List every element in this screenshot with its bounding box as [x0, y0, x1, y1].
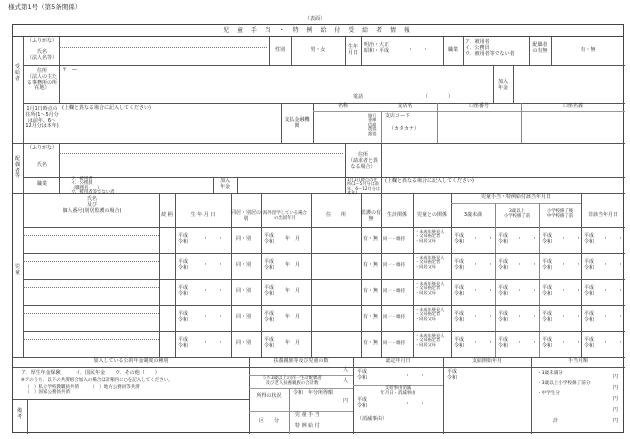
- child-livelihood-option[interactable]: 同一・維持: [383, 263, 405, 268]
- remarks-label: 備考: [17, 408, 23, 420]
- row-name-divider: [23, 313, 159, 314]
- amount-under3-yen: 円: [613, 374, 619, 380]
- form-number-label: 様式第1号（第5条関係）: [8, 3, 82, 11]
- child-abroad-ym[interactable]: 年 月: [285, 340, 301, 346]
- children-section-label: 児童: [15, 264, 21, 276]
- children-col-relation: 続 柄: [161, 212, 173, 218]
- children-col-livelihood: 生計関係: [386, 212, 407, 218]
- recipient-sex-label: 性別: [274, 47, 285, 53]
- child-birth-era[interactable]: 平成 令和: [178, 311, 189, 323]
- front-side-label: （表面）: [304, 16, 325, 22]
- cert-termination-era[interactable]: 平成 令和: [357, 397, 368, 409]
- spouse-address-label: 住所 （請求者と異なる場合）: [347, 152, 378, 170]
- child-pay-under3-date[interactable]: ・ ・: [473, 288, 494, 294]
- child-birth-era[interactable]: 平成 令和: [178, 285, 189, 297]
- recipient-pension-label: 加入 年金: [497, 79, 508, 91]
- child-pay-middle-era[interactable]: 平成 令和: [542, 233, 553, 245]
- payment-start-header: 支給開始年月: [471, 358, 502, 364]
- child-pay-middle-date[interactable]: ・ ・: [561, 236, 582, 242]
- recipient-address-label: 住所 （法人の主たる事務所の所在地）: [26, 68, 57, 92]
- child-custody-option[interactable]: 有・無: [363, 288, 379, 294]
- recipient-phone-field[interactable]: （ ）: [423, 94, 454, 100]
- child-custody-option[interactable]: 有・無: [363, 262, 379, 268]
- income-status-label: 所得の状況: [256, 393, 282, 399]
- child-abroad-ym[interactable]: 年 月: [285, 314, 301, 320]
- row-name-divider: [23, 287, 159, 288]
- child-pay-elementary-date[interactable]: ・ ・: [517, 236, 538, 242]
- child-birth-era[interactable]: 平成 令和: [178, 337, 189, 349]
- recipient-postal-mark[interactable]: 〒 —: [62, 67, 78, 73]
- dependents-persons-unit: 人: [343, 367, 349, 373]
- child-abroad-era[interactable]: 平成 令和: [264, 337, 275, 349]
- pension-type-header: 加入している公的年金制度の種別: [93, 358, 169, 364]
- child-birth-date[interactable]: ・ ・: [203, 314, 224, 320]
- child-pay-middle-date[interactable]: ・ ・: [561, 340, 582, 346]
- bank-kana-label: （カタカナ）: [389, 126, 420, 132]
- children-col-abroad: 海外留学している場合の出国年月: [263, 211, 307, 222]
- child-pay-elementary-era[interactable]: 平成 令和: [498, 259, 509, 271]
- child-birth-date[interactable]: ・ ・: [203, 340, 224, 346]
- child-pay-elementary-era[interactable]: 平成 令和: [498, 337, 509, 349]
- child-custody-option[interactable]: 有・無: [363, 236, 379, 242]
- child-birth-date[interactable]: ・ ・: [203, 236, 224, 242]
- child-loss-date[interactable]: ・ ・: [603, 288, 624, 294]
- children-col-pay-elementary: 3歳以上 小学校修了前: [503, 209, 531, 220]
- child-birth-date[interactable]: ・ ・: [203, 288, 224, 294]
- form-frame: [12, 24, 624, 433]
- recipient-phone-label: 電話: [353, 94, 364, 100]
- child-livelihood-option[interactable]: 同一・維持: [383, 289, 405, 294]
- child-loss-era[interactable]: 平成 令和: [584, 285, 595, 297]
- child-cohab-option[interactable]: 同・別: [236, 236, 252, 242]
- recipient-spouse-label: 配偶者 の有無: [532, 42, 548, 54]
- pension-type-note: ※アのうち、以下の共済組合加入の場合は計額内に○を記入してください。: [21, 378, 173, 383]
- children-col-pay-middle: 小学校修了後 中学校修了前: [546, 209, 574, 220]
- row-name-divider: [23, 261, 159, 262]
- child-pay-middle-era[interactable]: 平成 令和: [542, 285, 553, 297]
- child-pay-under3-era[interactable]: 平成 令和: [454, 311, 465, 323]
- children-col-cohab: 同居・別居の別: [231, 210, 262, 222]
- income-yen-unit: 円: [343, 398, 349, 404]
- spouse-name-label: 氏名: [36, 162, 47, 168]
- child-pay-elementary-era[interactable]: 平成 令和: [498, 285, 509, 297]
- row-bottom-line: [23, 279, 625, 280]
- income-year-label: 令和 年分所得額: [293, 390, 334, 396]
- spouse-pension-label: 加入 年金: [219, 178, 230, 190]
- child-loss-era[interactable]: 平成 令和: [584, 233, 595, 245]
- child-loss-date[interactable]: ・ ・: [603, 340, 624, 346]
- category-label: 区 分: [258, 418, 279, 424]
- child-abroad-ym[interactable]: 年 月: [285, 288, 301, 294]
- child-livelihood-option[interactable]: 同一・維持: [383, 341, 405, 346]
- child-pay-elementary-era[interactable]: 平成 令和: [498, 311, 509, 323]
- row-bottom-line: [23, 305, 625, 306]
- child-pay-under3-date[interactable]: ・ ・: [473, 314, 494, 320]
- cert-era[interactable]: 平成 令和: [357, 369, 368, 381]
- spouse-jan1-note: (上欄と異なる場合に記入してください): [385, 178, 474, 184]
- children-col-loss: 非該当年月日: [587, 212, 618, 218]
- child-cohab-option[interactable]: 同・別: [236, 262, 252, 268]
- cert-termination-reason[interactable]: （消滅事由）: [357, 416, 388, 422]
- bank-type-options[interactable]: 銀行 金庫 信組 農協 漁協: [368, 113, 377, 136]
- child-pay-elementary-date[interactable]: ・ ・: [517, 262, 538, 268]
- child-custody-option[interactable]: 有・無: [363, 340, 379, 346]
- recipient-spouse-options[interactable]: 有・無: [580, 47, 596, 53]
- child-birth-date[interactable]: ・ ・: [203, 262, 224, 268]
- children-col-pay-under3: 3歳未満: [463, 212, 483, 218]
- child-pay-elementary-era[interactable]: 平成 令和: [498, 233, 509, 245]
- child-guardian-type[interactable]: ・未成年後見人 ・父母指定者 ・同居父母: [415, 255, 445, 269]
- children-col-type: 児童との関係: [416, 212, 447, 218]
- row-name-divider: [23, 339, 159, 340]
- child-pay-under3-date[interactable]: ・ ・: [473, 340, 494, 346]
- child-livelihood-option[interactable]: 同一・維持: [383, 237, 405, 242]
- recipient-birth-date[interactable]: ・ ・: [408, 47, 429, 53]
- dependents-count-header: 扶養親族等及び児童の数: [273, 358, 329, 364]
- spouse-occupation-options[interactable]: ア．被用者 イ．公務員 （職務名 ） ウ．被用者等でない者: [71, 177, 115, 196]
- cert-termination-date[interactable]: ・ ・: [405, 401, 426, 407]
- child-abroad-era[interactable]: 平成 令和: [264, 285, 275, 297]
- monthly-amount-header: 手当月額: [567, 358, 588, 364]
- row-name-divider: [23, 235, 159, 236]
- bank-holder-header: 口座名義: [562, 103, 583, 109]
- spouse-furigana-label: （ふりがな）: [27, 145, 58, 151]
- children-col-birth: 生 年 月 日: [190, 212, 216, 218]
- child-pay-middle-date[interactable]: ・ ・: [561, 262, 582, 268]
- recipient-name-label: 氏名 （法人名等）: [26, 49, 57, 61]
- child-abroad-era[interactable]: 平成 令和: [264, 233, 275, 245]
- child-birth-era[interactable]: 平成 令和: [178, 259, 189, 271]
- recipient-jan1-note: (上欄と異なる場合に記入してください): [62, 105, 151, 111]
- recipient-furigana-label: （ふりがな）: [27, 38, 58, 44]
- bank-branch-header: 支店名: [397, 103, 413, 109]
- amount-middle-yen: 円: [613, 396, 619, 402]
- monthly-amount-items: ・3歳未満分 ・3歳以上小学校修了前分 ・中学生分: [537, 371, 591, 397]
- child-pay-under3-era[interactable]: 平成 令和: [454, 233, 465, 245]
- child-guardian-type[interactable]: ・未成年後見人 ・父母指定者 ・同居父母: [415, 307, 445, 321]
- child-loss-date[interactable]: ・ ・: [603, 262, 624, 268]
- pension-type-options[interactable]: ア．厚生年金保険 イ．国民年金 ウ．その他（ ）: [21, 370, 160, 376]
- child-pay-middle-era[interactable]: 平成 令和: [542, 337, 553, 349]
- bank-name-header: 名称: [337, 103, 348, 109]
- dependents-count-sub: うち3歳以上の同一生計配偶者 及び老人扶養親族の合計数: [262, 376, 322, 387]
- category-allowance[interactable]: 児 童 手 当: [295, 412, 320, 418]
- cert-date[interactable]: ・ ・: [405, 373, 426, 379]
- bank-account-header: 口座番号: [468, 103, 489, 109]
- row-bottom-line: [23, 331, 625, 332]
- child-pay-elementary-date[interactable]: ・ ・: [517, 288, 538, 294]
- spouse-occupation-label: 職業: [36, 181, 47, 187]
- child-cohab-option[interactable]: 同・別: [236, 340, 252, 346]
- child-cohab-option[interactable]: 同・別: [236, 314, 252, 320]
- child-abroad-ym[interactable]: 年 月: [285, 236, 301, 242]
- spouse-section-label: 配偶者等: [15, 156, 21, 180]
- child-pay-middle-era[interactable]: 平成 令和: [542, 311, 553, 323]
- category-special[interactable]: 特 例 給 付: [295, 423, 320, 429]
- spouse-jan1-label: 1月1日時点の住所(1～5月分は前年、6～12月分は本年): [347, 177, 381, 195]
- child-birth-era[interactable]: 平成 令和: [178, 233, 189, 245]
- amount-extra-yen: 円: [613, 407, 619, 413]
- child-pay-under3-era[interactable]: 平成 令和: [454, 337, 465, 349]
- child-abroad-era[interactable]: 平成 令和: [264, 311, 275, 323]
- dependents-sub-unit: 人: [343, 378, 349, 384]
- child-loss-date[interactable]: ・ ・: [603, 236, 624, 242]
- child-loss-era[interactable]: 平成 令和: [584, 337, 595, 349]
- pension-mutual-aid-options[interactable]: （ ）私立学校教職員共済 （ ）地方公務員等共済 （ ）国家公務員共済: [25, 385, 140, 396]
- certification-date-header: 認定年月日: [385, 358, 411, 364]
- payment-start-era[interactable]: 平成 令和: [447, 369, 458, 381]
- child-guardian-type[interactable]: ・未成年後見人 ・父母指定者 ・同居父母: [415, 229, 445, 243]
- recipient-era-options[interactable]: 明治・大正 昭和・平成: [364, 42, 390, 54]
- cert-termination-label: 支給事由消滅 年月日・消滅事由: [380, 386, 416, 397]
- child-pay-under3-date[interactable]: ・ ・: [473, 262, 494, 268]
- recipient-occupation-options[interactable]: ア．被用者 イ．公務員 ウ．被用者等でない者: [465, 39, 515, 57]
- row-bottom-line: [23, 253, 625, 254]
- child-pay-elementary-date[interactable]: ・ ・: [517, 314, 538, 320]
- child-guardian-type[interactable]: ・未成年後見人 ・父母指定者 ・同居父母: [415, 333, 445, 347]
- child-pay-under3-date[interactable]: ・ ・: [473, 236, 494, 242]
- child-pay-middle-era[interactable]: 平成 令和: [542, 259, 553, 271]
- recipient-birth-label: 生年 月日: [347, 44, 358, 56]
- amount-elementary-yen: 円: [613, 385, 619, 391]
- recipient-sex-options[interactable]: 男・女: [310, 47, 326, 53]
- child-abroad-era[interactable]: 平成 令和: [264, 259, 275, 271]
- child-pay-under3-era[interactable]: 平成 令和: [454, 259, 465, 271]
- child-pay-middle-date[interactable]: ・ ・: [561, 314, 582, 320]
- children-col-custody: 監護の有無: [361, 210, 382, 222]
- bank-branch-code: 支店コード: [385, 113, 411, 119]
- child-pay-middle-date[interactable]: ・ ・: [561, 288, 582, 294]
- child-loss-date[interactable]: ・ ・: [603, 314, 624, 320]
- children-col-name: 氏名 及び 個人番号(別居監護の場合): [62, 196, 122, 214]
- child-custody-option[interactable]: 有・無: [363, 314, 379, 320]
- child-livelihood-option[interactable]: 同一・維持: [383, 315, 405, 320]
- child-loss-era[interactable]: 平成 令和: [584, 259, 595, 271]
- amount-total-yen: 円: [613, 418, 619, 424]
- child-guardian-type[interactable]: ・未成年後見人 ・父母指定者 ・同居父母: [415, 281, 445, 295]
- children-col-payment: 児童手当・特例給付該当年月日: [480, 194, 551, 200]
- recipient-jan1-label: 1月1日時点の住所(1～5月分は前年、6～12月分は本年): [25, 106, 59, 130]
- amount-total-label: 計: [553, 418, 559, 424]
- recipient-bank-label: 支払金融機関: [284, 117, 310, 129]
- children-col-address: 住 所: [325, 212, 346, 218]
- child-cohab-option[interactable]: 同・別: [236, 288, 252, 294]
- child-pay-elementary-date[interactable]: ・ ・: [517, 340, 538, 346]
- child-abroad-ym[interactable]: 年 月: [285, 262, 301, 268]
- form-title: 児 童 手 当 ・ 特 例 給 付 受 給 者 情 報: [13, 25, 623, 37]
- child-pay-under3-era[interactable]: 平成 令和: [454, 285, 465, 297]
- recipient-section-label: 受給者: [15, 64, 21, 82]
- child-loss-era[interactable]: 平成 令和: [584, 311, 595, 323]
- recipient-occupation-label: 職業: [447, 47, 458, 53]
